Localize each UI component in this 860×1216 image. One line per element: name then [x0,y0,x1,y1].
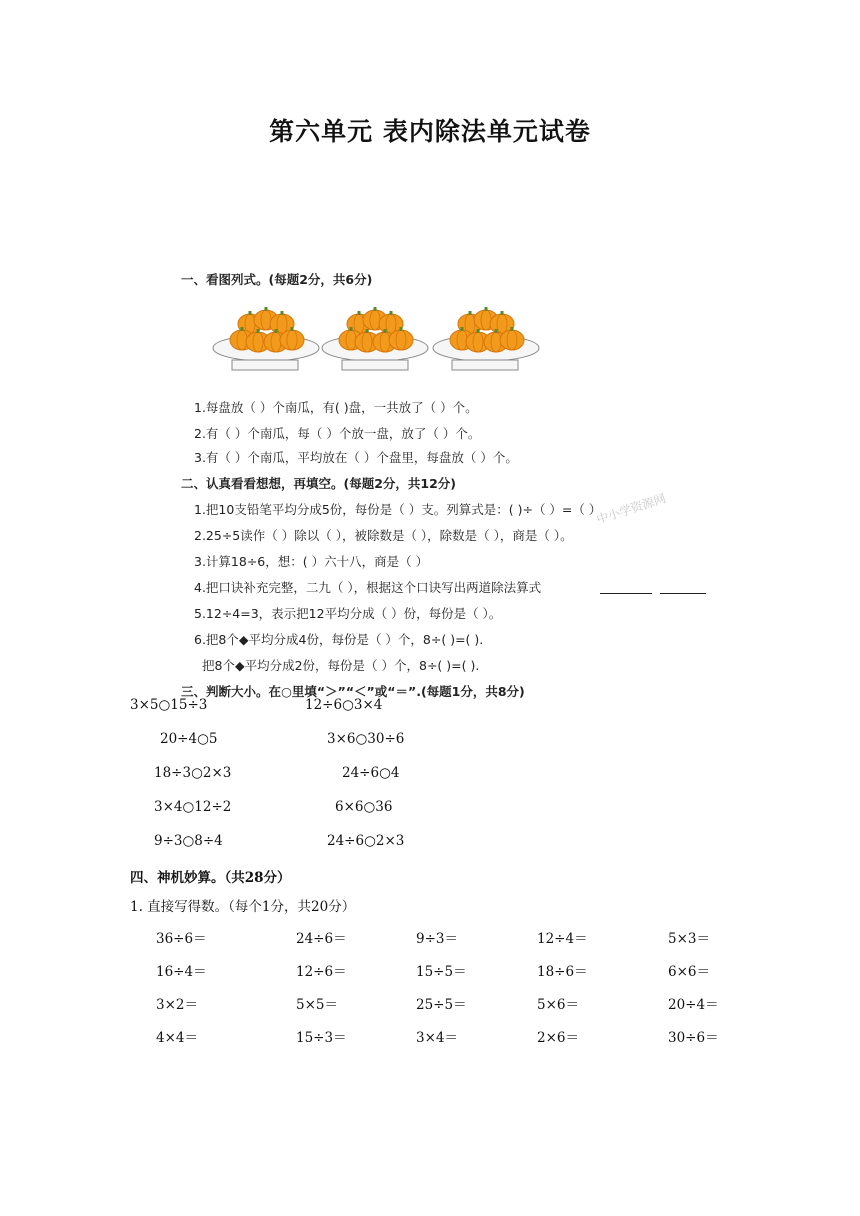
compare-item: 24÷6○2×3 [327,833,405,849]
page-title: 第六单元 表内除法单元试卷 [269,117,591,146]
calc-problem: 36÷6＝ [156,931,207,947]
s2-question-1: 1.把10支铅笔平均分成5份，每份是（ ）支。列算式是：( )÷（ ）=（ ） [194,502,602,517]
s2-question-2: 2.25÷5读作（ ）除以（ ），被除数是（ ），除数是（ ），商是（ ）。 [194,528,573,543]
calc-problem: 24÷6＝ [296,931,347,947]
section4-heading: 四、神机妙算。（共28分） [130,870,291,886]
s2-question-6b: 把8个◆平均分成2份，每份是（ ）个，8÷( )=( ). [202,658,480,673]
compare-item: 12÷6○3×4 [305,697,383,713]
calc-problem: 5×6＝ [537,997,579,1013]
calc-problem: 3×2＝ [156,997,198,1013]
calc-problem: 25÷5＝ [416,997,467,1013]
calc-problem: 5×5＝ [296,997,338,1013]
compare-item: 24÷6○4 [342,765,400,781]
calc-problem: 18÷6＝ [537,964,588,980]
pumpkin-plates-illustration [210,298,546,374]
calc-problem: 15÷3＝ [296,1030,347,1046]
s1-question-3: 3.有（ ）个南瓜，平均放在（ ）个盘里，每盘放（ ）个。 [194,450,518,465]
calc-problem: 12÷4＝ [537,931,588,947]
section1-heading: 一、看图列式。(每题2分，共6分) [181,272,373,287]
section3-heading: 三、判断大小。在○里填“＞”“＜”或“＝”.(每题1分，共8分) [181,684,525,699]
section4-sub1: 1. 直接写得数。（每个1分，共20分） [130,899,356,915]
answer-blank-2 [660,593,706,594]
s2-question-3: 3.计算18÷6，想：( ）六十八，商是（ ） [194,554,429,569]
calc-problem: 16÷4＝ [156,964,207,980]
compare-item: 3×6○30÷6 [327,731,405,747]
calc-problem: 2×6＝ [537,1030,579,1046]
answer-blank-1 [600,593,652,594]
s1-question-2: 2.有（ ）个南瓜，每（ ）个放一盘，放了（ ）个。 [194,426,481,441]
calc-problem: 6×6＝ [668,964,710,980]
compare-item: 3×5○15÷3 [130,697,208,713]
compare-item: 9÷3○8÷4 [154,833,223,849]
compare-item: 6×6○36 [335,799,393,815]
calc-problem: 30÷6＝ [668,1030,719,1046]
compare-item: 3×4○12÷2 [154,799,232,815]
compare-item: 18÷3○2×3 [154,765,232,781]
calc-problem: 20÷4＝ [668,997,719,1013]
calc-problem: 12÷6＝ [296,964,347,980]
watermark: 中小学资源网 [594,491,668,527]
section2-heading: 二、认真看看想想，再填空。(每题2分，共12分) [181,476,457,491]
calc-problem: 3×4＝ [416,1030,458,1046]
calc-problem: 5×3＝ [668,931,710,947]
s2-question-6: 6.把8个◆平均分成4份，每份是（ ）个，8÷( )=( ). [194,632,484,647]
calc-problem: 4×4＝ [156,1030,198,1046]
calc-problem: 15÷5＝ [416,964,467,980]
s2-question-4: 4.把口诀补充完整，二九（ ），根据这个口诀写出两道除法算式 [194,580,542,595]
calc-problem: 9÷3＝ [416,931,458,947]
compare-item: 20÷4○5 [160,731,218,747]
s1-question-1: 1.每盘放（ ）个南瓜，有( )盘，一共放了（ ）个。 [194,400,478,415]
s2-question-5: 5.12÷4=3，表示把12平均分成（ ）份，每份是（ ）。 [194,606,502,621]
